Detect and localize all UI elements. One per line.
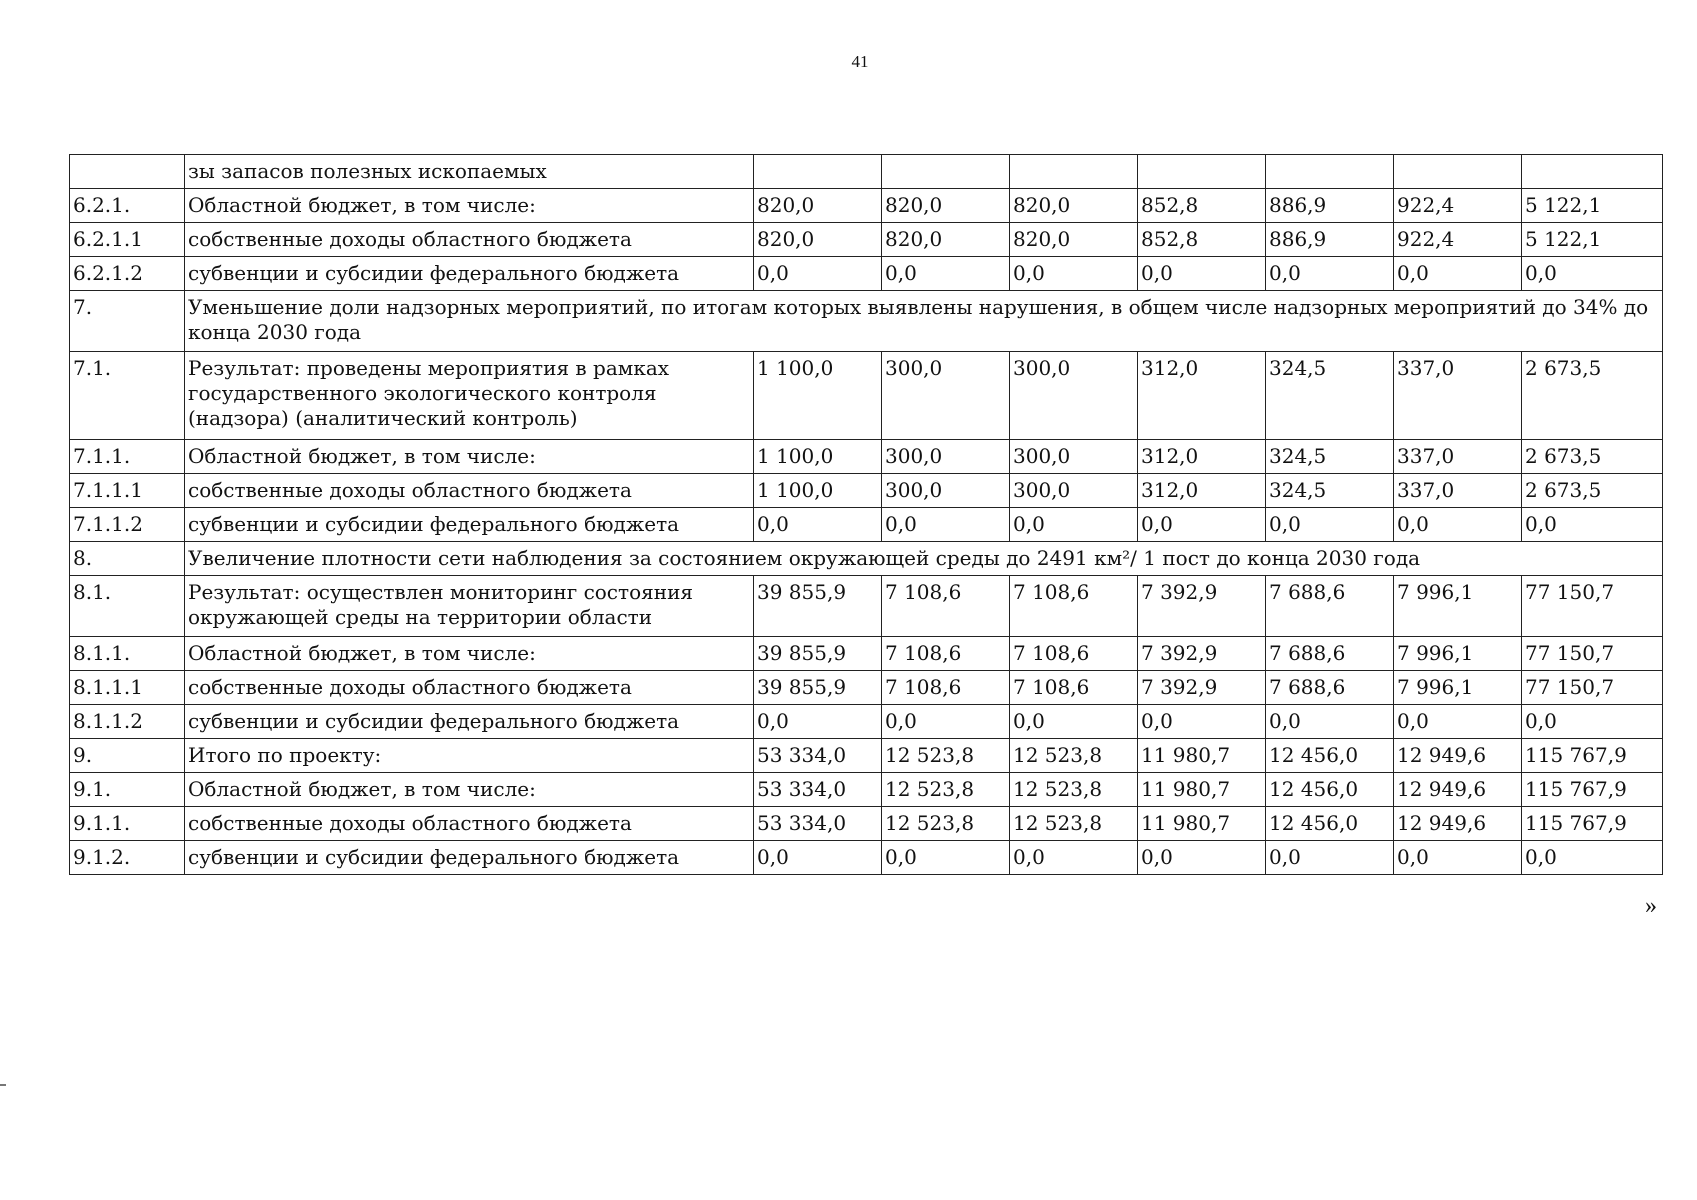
row-number: 8.1.1.2 bbox=[70, 705, 185, 739]
row-description: Результат: проведены мероприятия в рамках государственного экологического контроля (надзора) (аналитический контроль) bbox=[185, 352, 754, 440]
value-cell: 7 108,6 bbox=[882, 576, 1010, 637]
value-cell: 300,0 bbox=[1010, 440, 1138, 474]
value-cell: 337,0 bbox=[1394, 440, 1522, 474]
value-cell: 0,0 bbox=[1266, 257, 1394, 291]
value-cell: 820,0 bbox=[882, 189, 1010, 223]
value-cell: 12 949,6 bbox=[1394, 739, 1522, 773]
row-number: 8.1. bbox=[70, 576, 185, 637]
value-cell: 53 334,0 bbox=[754, 773, 882, 807]
value-cell: 7 108,6 bbox=[882, 671, 1010, 705]
table-row bbox=[70, 671, 1663, 705]
value-cell: 77 150,7 bbox=[1522, 671, 1663, 705]
row-number: 8. bbox=[70, 542, 185, 576]
row-description: Итого по проекту: bbox=[185, 739, 754, 773]
table-row bbox=[70, 807, 1663, 841]
value-cell: 922,4 bbox=[1394, 223, 1522, 257]
value-cell: 0,0 bbox=[1138, 508, 1266, 542]
value-cell: 300,0 bbox=[882, 474, 1010, 508]
value-cell: 7 996,1 bbox=[1394, 671, 1522, 705]
value-cell: 922,4 bbox=[1394, 189, 1522, 223]
value-cell: 300,0 bbox=[882, 440, 1010, 474]
value-cell: 820,0 bbox=[1010, 189, 1138, 223]
value-cell: 2 673,5 bbox=[1522, 352, 1663, 440]
row-number: 9. bbox=[70, 739, 185, 773]
value-cell: 0,0 bbox=[1266, 508, 1394, 542]
row-description: субвенции и субсидии федерального бюджета bbox=[185, 508, 754, 542]
value-cell: 7 392,9 bbox=[1138, 637, 1266, 671]
value-cell: 7 392,9 bbox=[1138, 576, 1266, 637]
value-cell: 0,0 bbox=[1522, 705, 1663, 739]
table-row bbox=[70, 841, 1663, 875]
value-cell: 7 108,6 bbox=[1010, 576, 1138, 637]
table-row bbox=[70, 352, 1663, 440]
value-cell: 5 122,1 bbox=[1522, 223, 1663, 257]
value-cell: 300,0 bbox=[1010, 352, 1138, 440]
table-row bbox=[70, 773, 1663, 807]
row-description: Областной бюджет, в том числе: bbox=[185, 189, 754, 223]
value-cell: 1 100,0 bbox=[754, 474, 882, 508]
section-row bbox=[70, 291, 1663, 352]
value-cell: 0,0 bbox=[754, 508, 882, 542]
row-description: собственные доходы областного бюджета bbox=[185, 474, 754, 508]
row-number: 7. bbox=[70, 291, 185, 352]
value-cell: 0,0 bbox=[1522, 841, 1663, 875]
value-cell: 0,0 bbox=[882, 257, 1010, 291]
value-cell: 312,0 bbox=[1138, 440, 1266, 474]
value-cell: 0,0 bbox=[882, 705, 1010, 739]
page-number: 41 bbox=[851, 52, 869, 71]
value-cell: 7 108,6 bbox=[1010, 637, 1138, 671]
row-number bbox=[70, 155, 185, 189]
value-cell: 1 100,0 bbox=[754, 440, 882, 474]
value-cell: 0,0 bbox=[1010, 841, 1138, 875]
value-cell: 12 523,8 bbox=[1010, 773, 1138, 807]
value-cell: 39 855,9 bbox=[754, 637, 882, 671]
value-cell: 0,0 bbox=[1138, 257, 1266, 291]
row-number: 8.1.1. bbox=[70, 637, 185, 671]
margin-mark bbox=[0, 1084, 6, 1086]
value-cell: 337,0 bbox=[1394, 352, 1522, 440]
value-cell: 12 456,0 bbox=[1266, 807, 1394, 841]
table-row bbox=[70, 257, 1663, 291]
table-row bbox=[70, 739, 1663, 773]
value-cell: 852,8 bbox=[1138, 223, 1266, 257]
value-cell: 0,0 bbox=[882, 508, 1010, 542]
row-description: Областной бюджет, в том числе: bbox=[185, 773, 754, 807]
value-cell: 337,0 bbox=[1394, 474, 1522, 508]
value-cell bbox=[1138, 155, 1266, 189]
value-cell: 820,0 bbox=[882, 223, 1010, 257]
value-cell bbox=[1394, 155, 1522, 189]
value-cell: 0,0 bbox=[1010, 705, 1138, 739]
row-number: 6.2.1.1 bbox=[70, 223, 185, 257]
value-cell: 12 456,0 bbox=[1266, 773, 1394, 807]
row-number: 8.1.1.1 bbox=[70, 671, 185, 705]
row-description: субвенции и субсидии федерального бюджета bbox=[185, 705, 754, 739]
row-number: 6.2.1. bbox=[70, 189, 185, 223]
row-description: субвенции и субсидии федерального бюджета bbox=[185, 257, 754, 291]
value-cell: 7 108,6 bbox=[1010, 671, 1138, 705]
value-cell: 0,0 bbox=[882, 841, 1010, 875]
row-number: 7.1.1. bbox=[70, 440, 185, 474]
value-cell: 1 100,0 bbox=[754, 352, 882, 440]
value-cell: 115 767,9 bbox=[1522, 807, 1663, 841]
row-description: собственные доходы областного бюджета bbox=[185, 223, 754, 257]
value-cell: 12 523,8 bbox=[882, 807, 1010, 841]
value-cell bbox=[1266, 155, 1394, 189]
value-cell: 53 334,0 bbox=[754, 739, 882, 773]
table-row bbox=[70, 189, 1663, 223]
value-cell: 7 688,6 bbox=[1266, 576, 1394, 637]
value-cell: 886,9 bbox=[1266, 189, 1394, 223]
table-row bbox=[70, 474, 1663, 508]
value-cell: 11 980,7 bbox=[1138, 807, 1266, 841]
section-row bbox=[70, 542, 1663, 576]
row-number: 6.2.1.2 bbox=[70, 257, 185, 291]
value-cell: 53 334,0 bbox=[754, 807, 882, 841]
value-cell bbox=[882, 155, 1010, 189]
value-cell: 324,5 bbox=[1266, 474, 1394, 508]
value-cell: 0,0 bbox=[1266, 841, 1394, 875]
value-cell: 0,0 bbox=[1138, 841, 1266, 875]
value-cell: 7 996,1 bbox=[1394, 637, 1522, 671]
value-cell: 0,0 bbox=[1010, 257, 1138, 291]
value-cell: 115 767,9 bbox=[1522, 739, 1663, 773]
value-cell: 0,0 bbox=[754, 705, 882, 739]
table-body bbox=[70, 155, 1663, 875]
value-cell: 0,0 bbox=[1522, 257, 1663, 291]
value-cell bbox=[1522, 155, 1663, 189]
row-number: 7.1. bbox=[70, 352, 185, 440]
value-cell: 7 996,1 bbox=[1394, 576, 1522, 637]
value-cell: 0,0 bbox=[1010, 508, 1138, 542]
value-cell: 0,0 bbox=[1266, 705, 1394, 739]
value-cell: 39 855,9 bbox=[754, 576, 882, 637]
value-cell: 324,5 bbox=[1266, 352, 1394, 440]
value-cell: 12 523,8 bbox=[882, 773, 1010, 807]
row-number: 9.1.2. bbox=[70, 841, 185, 875]
value-cell: 0,0 bbox=[754, 257, 882, 291]
table-row bbox=[70, 576, 1663, 637]
value-cell: 0,0 bbox=[754, 841, 882, 875]
row-description: Результат: осуществлен мониторинг состояния окружающей среды на территории области bbox=[185, 576, 754, 637]
value-cell: 12 523,8 bbox=[1010, 739, 1138, 773]
value-cell: 2 673,5 bbox=[1522, 440, 1663, 474]
value-cell: 5 122,1 bbox=[1522, 189, 1663, 223]
value-cell: 820,0 bbox=[754, 223, 882, 257]
value-cell: 820,0 bbox=[1010, 223, 1138, 257]
value-cell: 0,0 bbox=[1138, 705, 1266, 739]
row-number: 7.1.1.2 bbox=[70, 508, 185, 542]
row-description: субвенции и субсидии федерального бюджета bbox=[185, 841, 754, 875]
value-cell: 852,8 bbox=[1138, 189, 1266, 223]
value-cell: 820,0 bbox=[754, 189, 882, 223]
value-cell bbox=[754, 155, 882, 189]
table-row bbox=[70, 223, 1663, 257]
row-description: зы запасов полезных ископаемых bbox=[185, 155, 754, 189]
value-cell: 39 855,9 bbox=[754, 671, 882, 705]
value-cell: 12 456,0 bbox=[1266, 739, 1394, 773]
value-cell: 0,0 bbox=[1522, 508, 1663, 542]
row-number: 9.1. bbox=[70, 773, 185, 807]
value-cell: 324,5 bbox=[1266, 440, 1394, 474]
value-cell: 12 949,6 bbox=[1394, 773, 1522, 807]
row-description: Областной бюджет, в том числе: bbox=[185, 440, 754, 474]
row-description: собственные доходы областного бюджета bbox=[185, 671, 754, 705]
section-title: Увеличение плотности сети наблюдения за состоянием окружающей среды до 2491 км²/ 1 пост до конца 2030 года bbox=[185, 542, 1663, 576]
section-title: Уменьшение доли надзорных мероприятий, по итогам которых выявлены нарушения, в общем числе надзорных мероприятий до 34% до конца 2030 года bbox=[185, 291, 1663, 352]
value-cell: 300,0 bbox=[1010, 474, 1138, 508]
value-cell: 11 980,7 bbox=[1138, 739, 1266, 773]
value-cell: 7 392,9 bbox=[1138, 671, 1266, 705]
value-cell: 2 673,5 bbox=[1522, 474, 1663, 508]
value-cell bbox=[1010, 155, 1138, 189]
value-cell: 0,0 bbox=[1394, 705, 1522, 739]
value-cell: 12 523,8 bbox=[882, 739, 1010, 773]
value-cell: 7 108,6 bbox=[882, 637, 1010, 671]
value-cell: 300,0 bbox=[882, 352, 1010, 440]
row-number: 9.1.1. bbox=[70, 807, 185, 841]
table-row bbox=[70, 155, 1663, 189]
value-cell: 77 150,7 bbox=[1522, 637, 1663, 671]
value-cell: 312,0 bbox=[1138, 474, 1266, 508]
value-cell: 0,0 bbox=[1394, 257, 1522, 291]
value-cell: 7 688,6 bbox=[1266, 637, 1394, 671]
value-cell: 312,0 bbox=[1138, 352, 1266, 440]
table-row bbox=[70, 508, 1663, 542]
value-cell: 12 949,6 bbox=[1394, 807, 1522, 841]
table-row bbox=[70, 637, 1663, 671]
row-number: 7.1.1.1 bbox=[70, 474, 185, 508]
value-cell: 11 980,7 bbox=[1138, 773, 1266, 807]
value-cell: 7 688,6 bbox=[1266, 671, 1394, 705]
value-cell: 886,9 bbox=[1266, 223, 1394, 257]
closing-quote: » bbox=[1645, 893, 1657, 919]
value-cell: 0,0 bbox=[1394, 841, 1522, 875]
value-cell: 77 150,7 bbox=[1522, 576, 1663, 637]
table-row bbox=[70, 705, 1663, 739]
table-row bbox=[70, 440, 1663, 474]
row-description: собственные доходы областного бюджета bbox=[185, 807, 754, 841]
value-cell: 0,0 bbox=[1394, 508, 1522, 542]
budget-table bbox=[69, 154, 1663, 875]
row-description: Областной бюджет, в том числе: bbox=[185, 637, 754, 671]
value-cell: 115 767,9 bbox=[1522, 773, 1663, 807]
value-cell: 12 523,8 bbox=[1010, 807, 1138, 841]
